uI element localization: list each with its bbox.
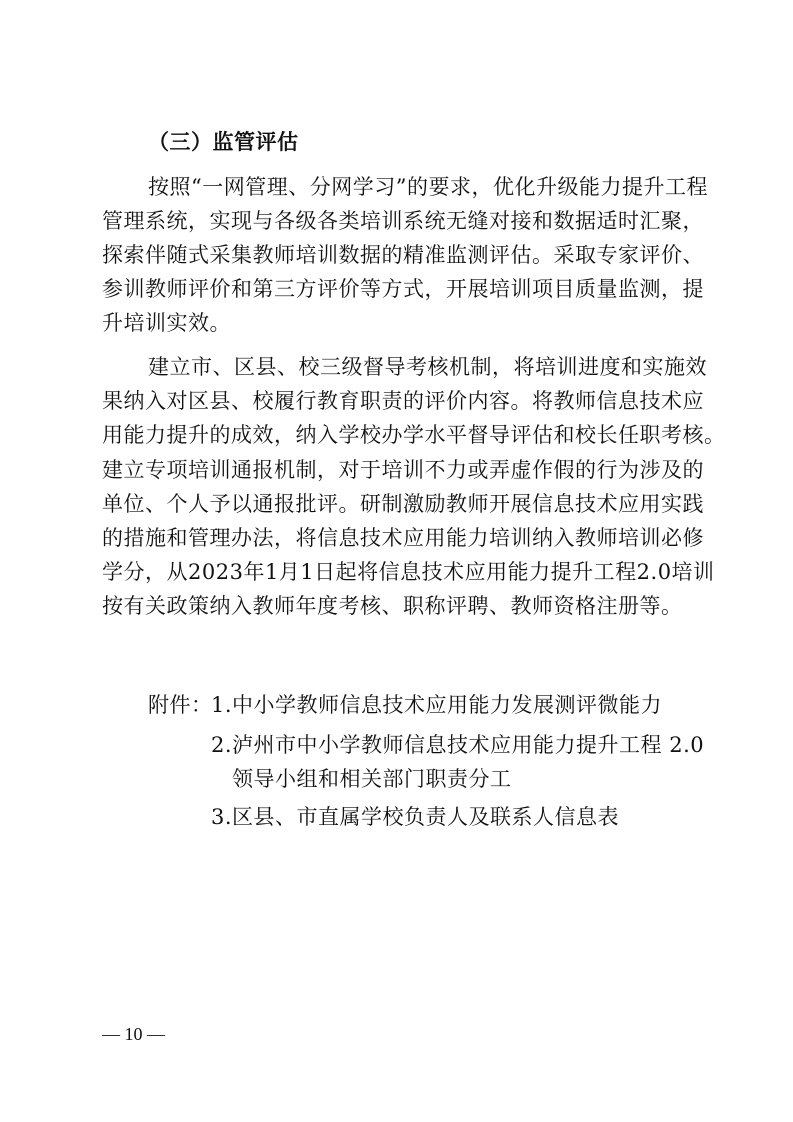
paragraph-2-line-6: 的措施和管理办法，将信息技术应用能力培训纳入教师培训必修 — [102, 526, 704, 550]
paragraph-2-line-7: 学分，从2023年1月1日起将信息技术应用能力提升工程2.0培训 — [102, 560, 715, 584]
paragraph-2-line-4: 建立专项培训通报机制，对于培训不力或弄虚作假的行为涉及的 — [102, 458, 704, 482]
paragraph-2-line-5: 单位、个人予以通报批评。研制激励教师开展信息技术应用实践 — [102, 492, 704, 516]
paragraph-2-line-1: 建立市、区县、校三级督导考核机制，将培训进度和实施效 — [148, 355, 707, 379]
attachment-item-2-line-1: 2.泸州市中小学教师信息技术应用能力提升工程 2.0 — [211, 733, 705, 757]
paragraph-1-line-4: 参训教师评价和第三方评价等方式，开展培训项目质量监测，提 — [102, 277, 704, 301]
attachment-item-2-line-2: 领导小组和相关部门职责分工 — [232, 767, 512, 791]
paragraph-2-line-3: 用能力提升的成效，纳入学校办学水平督导评估和校长任职考核。 — [102, 423, 726, 447]
page-number: — 10 — — [102, 1024, 165, 1044]
paragraph-1-line-5: 升培训实效。 — [102, 311, 231, 335]
attachment-item-3: 3.区县、市直属学校负责人及联系人信息表 — [211, 805, 620, 829]
attachments-label: 附件： — [148, 693, 213, 717]
paragraph-1-line-3: 探索伴随式采集教师培训数据的精准监测评估。采取专家评价、 — [102, 243, 704, 267]
paragraph-1-line-1: 按照“一网管理、分网学习”的要求，优化升级能力提升工程 — [148, 175, 708, 199]
section-heading: （三）监管评估 — [148, 130, 299, 154]
paragraph-1-line-2: 管理系统，实现与各级各类培训系统无缝对接和数据适时汇聚， — [102, 209, 704, 233]
attachment-item-1: 1.中小学教师信息技术应用能力发展测评微能力 — [211, 693, 663, 717]
paragraph-2-line-2: 果纳入对区县、校履行教育职责的评价内容。将教师信息技术应 — [102, 389, 704, 413]
paragraph-2-line-8: 按有关政策纳入教师年度考核、职称评聘、教师资格注册等。 — [102, 594, 683, 618]
